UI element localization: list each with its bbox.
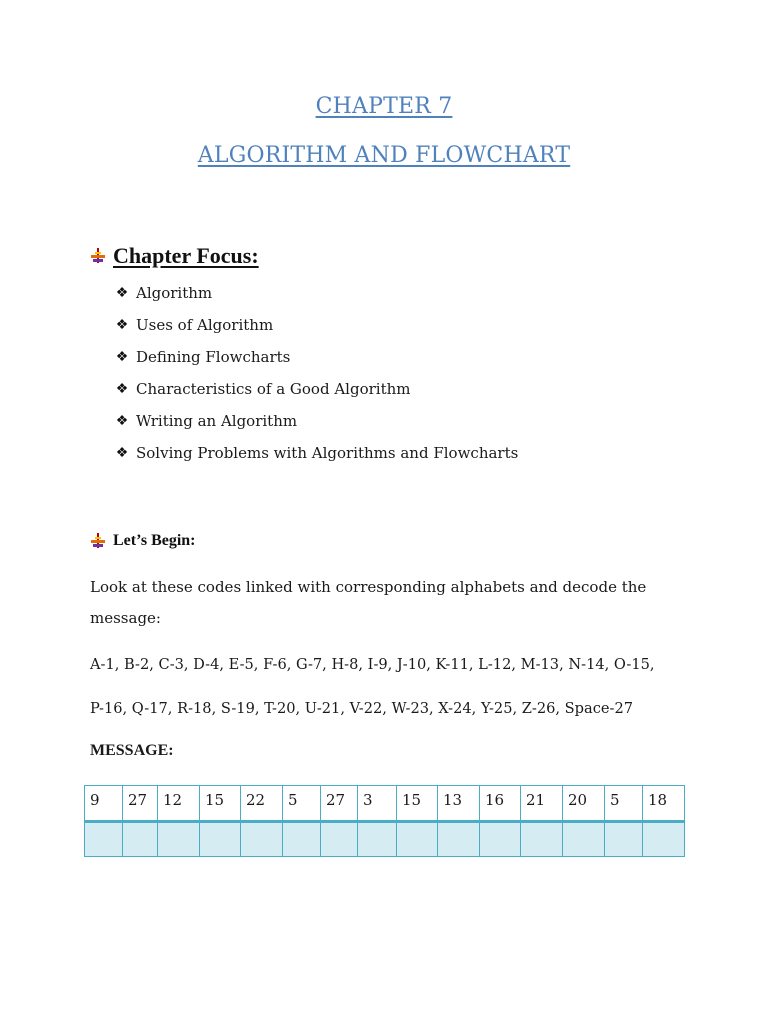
focus-list-item [114,314,518,346]
chapter-focus-list [114,282,518,474]
message-code-cell: 22 [241,786,283,822]
message-code-cell: 27 [123,786,158,822]
message-answer-cell [321,822,358,857]
message-answer-cell [438,822,480,857]
message-code-cell: 21 [521,786,563,822]
diamond-bullet-icon: ❖ [115,317,129,333]
focus-item-label: Writing an Algorithm [136,412,298,430]
message-answer-cell [397,822,438,857]
chapter-title: ALGORITHM AND FLOWCHART [197,143,571,168]
message-answer-cell [123,822,158,857]
diamond-bullet-icon: ❖ [115,381,129,397]
message-answer-cell [521,822,563,857]
message-answer-cell [563,822,605,857]
message-answer-cell [85,822,123,857]
chapter-focus-heading: Chapter Focus: [113,243,259,268]
message-answer-cell [200,822,241,857]
message-code-cell: 5 [283,786,321,822]
intro-paragraph: Look at these codes linked with corresponding alphabets and decode the message: [90,578,647,627]
message-answer-cell [158,822,200,857]
diamond-bullet-icon: ❖ [115,413,129,429]
focus-item-label: Defining Flowcharts [136,348,291,366]
lets-begin-heading: Let’s Begin: [113,532,196,549]
focus-item-label: Uses of Algorithm [136,316,274,334]
chapter-number-title: CHAPTER 7 [315,94,453,119]
focus-list-item [114,410,518,442]
focus-list-item [114,282,518,314]
lets-begin-section [90,532,196,550]
diamond-bullet-icon: ❖ [115,349,129,365]
message-answer-row [85,822,685,857]
message-table [84,785,685,857]
focus-list-item [114,442,518,474]
message-code-cell: 15 [397,786,438,822]
chapter-focus-section [90,243,259,269]
message-answer-cell [283,822,321,857]
message-code-cell: 18 [643,786,685,822]
message-code-cell: 20 [563,786,605,822]
focus-item-label: Characteristics of a Good Algorithm [136,380,411,398]
message-code-row [85,786,685,822]
letter-codes-line-2: P-16, Q-17, R-18, S-19, T-20, U-21, V-22, W-23, X-24, Y-25, Z-26, Space-27 [90,700,634,717]
message-code-cell: 15 [200,786,241,822]
message-code-cell: 16 [480,786,521,822]
message-answer-cell [241,822,283,857]
focus-list-item [114,378,518,410]
message-answer-cell [358,822,397,857]
letter-codes-line-1: A-1, B-2, C-3, D-4, E-5, F-6, G-7, H-8, I-9, J-10, K-11, L-12, M-13, N-14, O-15, [90,656,655,673]
message-code-cell: 5 [605,786,643,822]
message-label: MESSAGE: [90,742,174,759]
pin-icon [90,532,106,550]
diamond-bullet-icon: ❖ [115,445,129,461]
message-answer-cell [605,822,643,857]
focus-list-item [114,346,518,378]
message-answer-cell [643,822,685,857]
pin-icon [90,247,106,265]
message-answer-cell [480,822,521,857]
focus-item-label: Solving Problems with Algorithms and Flowcharts [136,444,519,462]
message-code-cell: 13 [438,786,480,822]
focus-item-label: Algorithm [136,284,213,302]
message-code-cell: 27 [321,786,358,822]
message-code-cell: 12 [158,786,200,822]
diamond-bullet-icon: ❖ [115,285,129,301]
message-code-cell: 9 [85,786,123,822]
message-code-cell: 3 [358,786,397,822]
